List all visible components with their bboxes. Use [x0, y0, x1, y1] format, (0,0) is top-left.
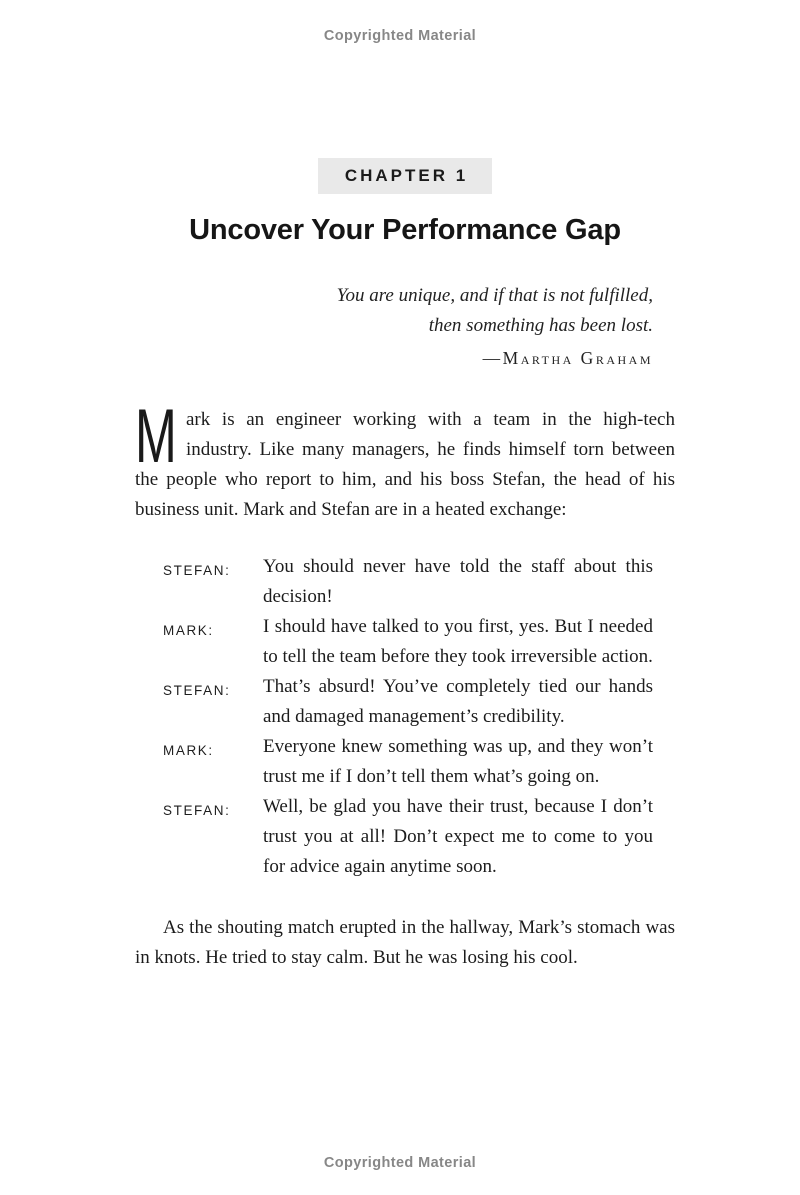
dialogue-speaker-label: MARK:	[163, 743, 214, 758]
dialogue-row	[135, 672, 675, 732]
dialogue-speaker-label: MARK:	[163, 623, 214, 638]
dialogue-row	[135, 552, 675, 612]
epigraph-attribution: —Martha Graham	[482, 348, 653, 368]
dialogue-speech-text: Well, be glad you have their trust, because I don’t trust you at all! Don’t expect me to come to you for advice again anytime soon.	[263, 796, 653, 877]
dialogue-speaker-label: STEFAN:	[163, 803, 231, 818]
dialogue-speaker-label: STEFAN:	[163, 563, 231, 578]
dialogue-row	[135, 732, 675, 792]
drop-cap: M	[135, 394, 177, 479]
dialogue-speech-text: That’s absurd! You’ve completely tied our hands and damaged management’s credibility.	[263, 676, 653, 727]
epigraph	[135, 281, 675, 373]
epigraph-line-1: You are unique, and if that is not fulfilled,	[336, 285, 653, 306]
copyright-notice-top: Copyrighted Material	[323, 28, 477, 44]
page-content	[135, 0, 675, 973]
copyright-notice-bottom: Copyrighted Material	[323, 1155, 477, 1171]
chapter-label-wrap	[135, 158, 675, 194]
dialogue-speaker-label: STEFAN:	[163, 683, 231, 698]
dialogue-row	[135, 612, 675, 672]
chapter-label: CHAPTER 1	[318, 158, 492, 194]
opening-paragraph	[135, 394, 675, 525]
dialogue-row	[135, 792, 675, 882]
opening-paragraph-text: ark is an engineer working with a team in the high-tech industry. Like many managers, he finds himself torn between the people who report to him, and his boss Stefan, the head of his business unit. Mark and Stefan are in a heated exchange:	[135, 409, 675, 520]
dialogue-speech-text: Everyone knew something was up, and they won’t trust me if I don’t tell them what’s going on.	[263, 736, 653, 787]
dialogue-list	[135, 552, 675, 882]
dialogue-speech-text: You should never have told the staff about this decision!	[263, 556, 653, 607]
epigraph-line-2: then something has been lost.	[428, 315, 653, 336]
chapter-title: Uncover Your Performance Gap	[189, 214, 621, 246]
dialogue-speech-text: I should have talked to you first, yes. But I needed to tell the team before they took irreversible action.	[263, 616, 653, 667]
closing-paragraph: As the shouting match erupted in the hallway, Mark’s stomach was in knots. He tried to stay calm. But he was losing his cool.	[135, 917, 675, 968]
